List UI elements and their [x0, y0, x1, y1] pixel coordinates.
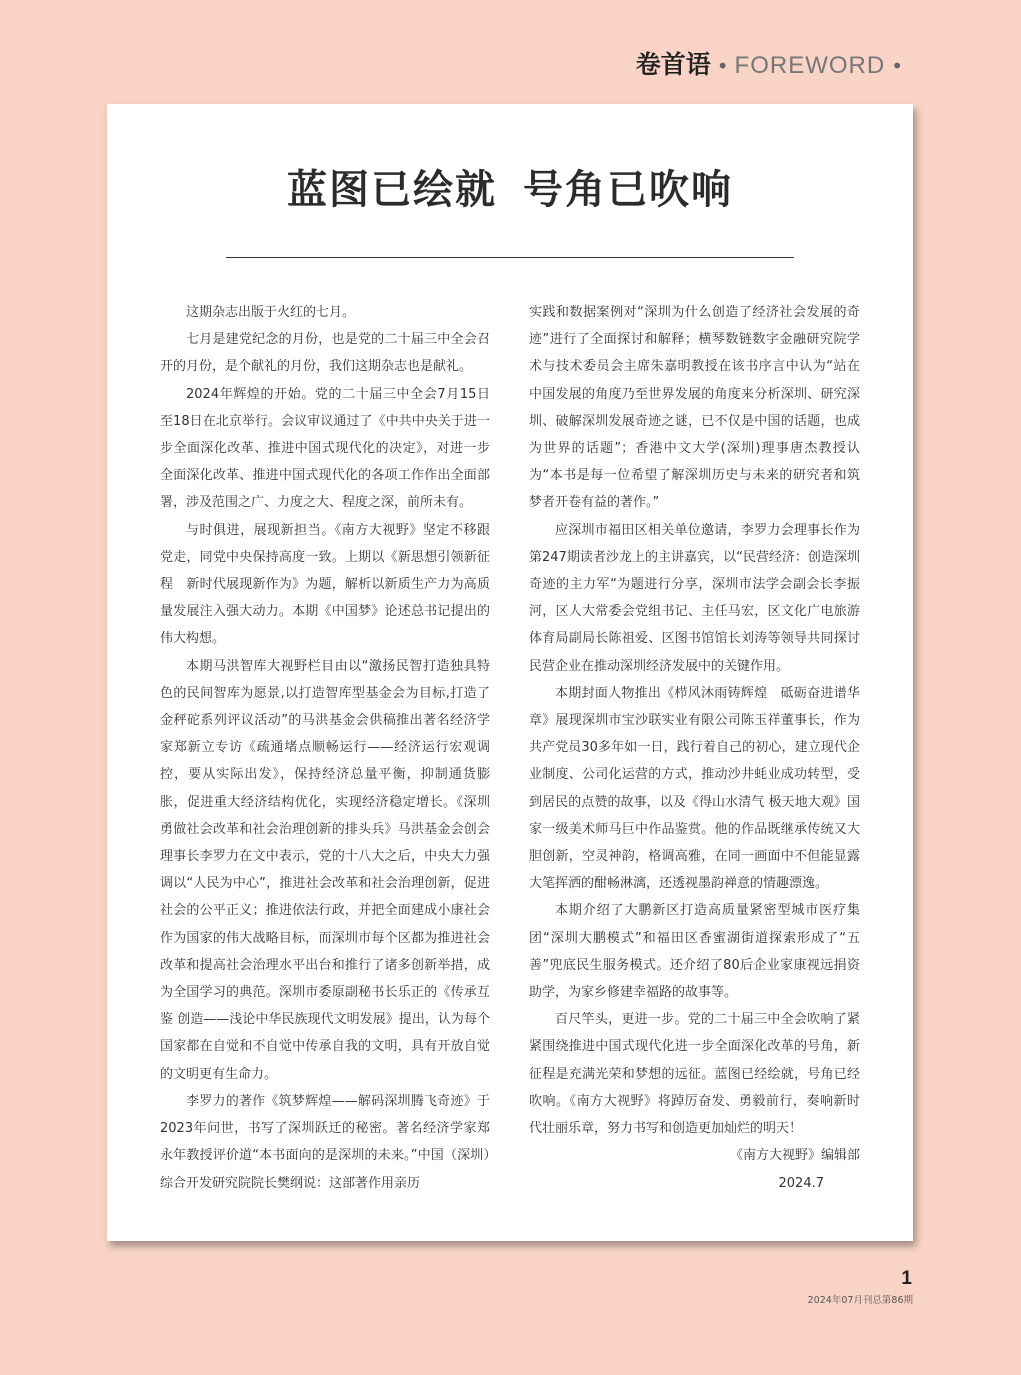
bullet-dot-trailing: •: [891, 54, 903, 78]
paragraph-continuation: 实践和数据案例对“深圳为什么创造了经济社会发展的奇迹”进行了全面探讨和解释；横琴数链数字金融研究院学术与技术委员会主席朱嘉明教授在该书序言中认为“站在中国发展的角度乃至世界发展的角度来分析深圳、研究深圳、破解深圳发展奇迹之谜，已不仅是中国的话题，也成为世界的话题”；香港中文大学(深圳)理事唐杰教授认为“本书是每一位希望了解深圳历史与未来的研究者和筑梦者开卷有益的著作。”: [529, 305, 860, 511]
paragraph: 本期马洪智库大视野栏目由以“激扬民智打造独具特色的民间智库为愿景,以打造智库型基金会为目标,打造了金秤砣系列评议活动”的马洪基金会供稿推出著名经济学家郑新立专访《疏通堵点顺畅运行——经济运行宏观调控，要从实际出发》，保持经济总量平衡，抑制通货膨胀，促进重大经济结构优化，实现经济稳定增长。《深圳勇做社会改革和社会治理创新的排头兵》马洪基金会创会理事长李罗力在文中表示，党的十八大之后，中央大力强调以“人民为中心”，推进社会改革和社会治理创新，促进社会的公平正义；推进依法行政，并把全面建成小康社会作为国家的伟大战略目标，而深圳市每个区都为推进社会改革和提高社会治理水平出台和推行了诸多创新举措，成为全国学习的典范。深圳市委原副秘书长乐正的《传承互鉴 创造——浅论中华民族现代文明发展》提出，认为每个国家都在自觉和不自觉中传承自我的文明，具有开放自觉的文明更有生命力。: [160, 658, 490, 1082]
paragraph: 应深圳市福田区相关单位邀请，李罗力会理事长作为第247期读者沙龙上的主讲嘉宾，以“民营经济：创造深圳奇迹的主力军“为题进行分享，深圳市法学会副会长李振河，区人大常委会党组书记、主任马宏，区文化广电旅游体育局副局长陈祖爱、区图书馆馆长刘涛等领导共同探讨民营企业在推动深圳经济发展中的关键作用。: [529, 522, 860, 674]
left-column: [160, 299, 490, 1197]
paragraph: 本期封面人物推出《栉风沐雨铸辉煌 砥砺奋进谱华章》展现深圳市宝沙联实业有限公司陈玉祥董事长，作为共产党员30多年如一日，践行着自己的初心，建立现代企业制度、公司化运营的方式，推动沙井蚝业成功转型，受到居民的点赞的故事，以及《得山水清气 极天地大观》国家一级美术师马巨中作品鉴赏。他的作品既继承传统又大胆创新，空灵神韵，格调高雅，在同一画面中不但能显露大笔挥洒的酣畅淋漓，还透视墨韵禅意的情趣漂逸。: [529, 685, 860, 892]
issue-info: 2024年07月刊总第86期: [807, 1295, 913, 1306]
editorial-signature: 《南方大视野》编辑部: [729, 1148, 860, 1164]
paragraph: 这期杂志出版于火红的七月。: [186, 305, 356, 320]
signature-date: 2024.7: [778, 1175, 824, 1191]
paragraph: 七月是建党纪念的月份，也是党的二十届三中全会召开的月份，是个献礼的月份，我们这期杂志也是献礼。: [160, 332, 490, 375]
paragraph: 百尺竿头，更进一步。党的二十届三中全会吹响了紧紧围绕推进中国式现代化进一步全面深化改革的号角，新征程是充满光荣和梦想的远征。蓝图已经绘就，号角已经吹响。《南方大视野》将踔厉奋发、勇毅前行，奏响新时代壮丽乐章，努力书写和创造更加灿烂的明天！: [529, 1012, 860, 1137]
title-part-2: 号角已吹响: [523, 166, 733, 213]
section-title-cn: 卷首语: [635, 50, 711, 79]
title-part-1: 蓝图已绘就: [287, 166, 497, 213]
section-title-en: FOREWORD: [734, 52, 886, 79]
page-number: 1: [901, 1268, 912, 1289]
title-divider: [226, 257, 794, 258]
paragraph: 李罗力的著作《筑梦辉煌——解码深圳腾飞奇迹》于2023年问世，书写了深圳跃迁的秘密。著名经济学家郑永年教授评价道“本书面向的是深圳的未来。”中国（深圳）综合开发研究院院长樊纲说：这部著作用亲历: [160, 1093, 490, 1191]
right-column: [529, 299, 860, 1197]
bullet-dot: •: [716, 54, 729, 78]
paragraph: 与时俱进，展现新担当。《南方大视野》坚定不移跟党走，同党中央保持高度一致。上期以《新思想引领新征程 新时代展现新作为》为题，解析以新质生产力为高质量发展注入强大动力。本期《中国梦》论述总书记提出的伟大构想。: [160, 522, 490, 647]
section-header: [636, 48, 909, 83]
article-card: [107, 104, 913, 1241]
article-title: [107, 162, 913, 218]
paragraph: 2024年辉煌的开始。党的二十届三中全会7月15日至18日在北京举行。会议审议通过了《中共中央关于进一步全面深化改革、推进中国式现代化的决定》，对进一步全面深化改革、推进中国式现代化的各项工作作出全面部署，涉及范围之广、力度之大、程度之深，前所未有。: [160, 386, 490, 511]
paragraph: 本期介绍了大鹏新区打造高质量紧密型城市医疗集团“深圳大鹏模式”和福田区香蜜湖街道探索形成了“五善”兜底民生服务模式。还介绍了80后企业家康视远捐资助学，为家乡修建幸福路的故事等。: [529, 903, 860, 1001]
